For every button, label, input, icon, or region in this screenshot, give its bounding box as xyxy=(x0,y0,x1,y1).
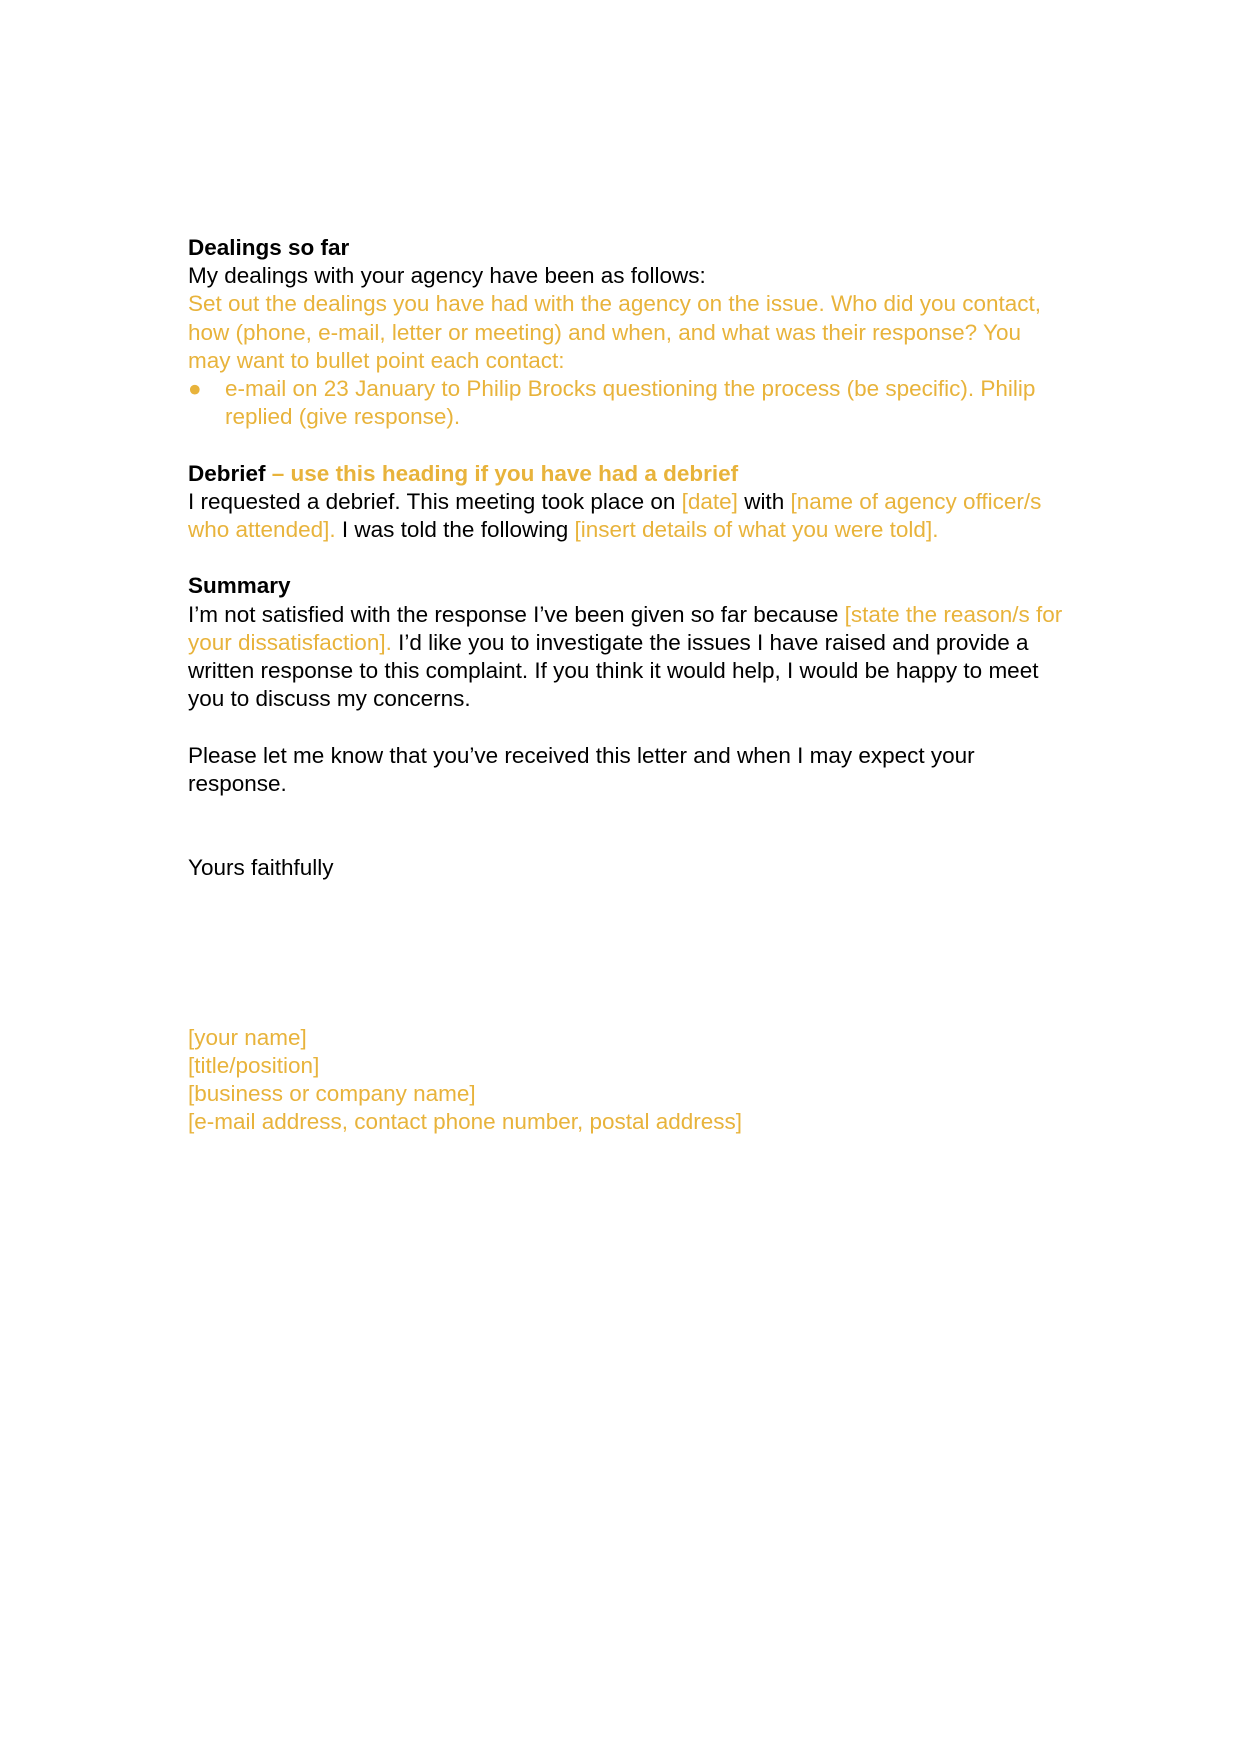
summary-text-2: I’d like you to investigate the issues I have raised and provide a written response to this complaint. If you think it would help, I would be happy to meet you to discuss my concerns. xyxy=(188,629,1039,712)
letter-body xyxy=(188,234,1068,1136)
signature-block xyxy=(188,1024,1068,1137)
signature-contact: [e-mail address, contact phone number, postal address] xyxy=(188,1109,743,1135)
bullet-icon: ● xyxy=(188,376,202,402)
debrief-heading: Debrief xyxy=(188,460,266,486)
debrief-text-3: I was told the following xyxy=(335,517,575,543)
dealings-section xyxy=(188,234,1068,431)
dealings-bullet-item xyxy=(188,375,1068,431)
reason-placeholder: [state the reason/s for your dissatisfaction]. xyxy=(188,601,1063,655)
summary-section xyxy=(188,572,1068,713)
signature-company: [business or company name] xyxy=(188,1081,476,1107)
sign-off: Yours faithfully xyxy=(188,855,334,881)
summary-text-1: I’m not satisfied with the response I’ve been given so far because xyxy=(188,601,845,627)
bullet-text: e-mail on 23 January to Philip Brocks questioning the process (be specific). Philip replied (give response). xyxy=(225,376,1036,430)
debrief-paragraph xyxy=(188,488,1068,544)
summary-heading: Summary xyxy=(188,573,291,599)
summary-paragraph xyxy=(188,601,1068,714)
date-placeholder: [date] xyxy=(681,488,738,514)
closing-request: Please let me know that you’ve received this letter and when I may expect your response. xyxy=(188,742,975,796)
signature-name: [your name] xyxy=(188,1024,307,1050)
dealings-instructions: Set out the dealings you have had with the agency on the issue. Who did you contact, how (phone, e-mail, letter or meeting) and when, and what was their response? You may want to bullet point each contact: xyxy=(188,291,1042,373)
debrief-text-1: I requested a debrief. This meeting took place on xyxy=(188,488,682,514)
officers-placeholder: [name of agency officer/s who attended]. xyxy=(188,488,1042,543)
dealings-intro: My dealings with your agency have been as follows: xyxy=(188,263,706,289)
debrief-section xyxy=(188,460,1068,545)
debrief-text-2: with xyxy=(737,488,791,514)
debrief-heading-note: – use this heading if you have had a debrief xyxy=(265,460,739,486)
details-placeholder: [insert details of what you were told]. xyxy=(574,517,939,543)
dealings-heading: Dealings so far xyxy=(188,235,350,260)
debrief-heading-line xyxy=(188,460,1068,488)
signature-title: [title/position] xyxy=(188,1052,320,1078)
